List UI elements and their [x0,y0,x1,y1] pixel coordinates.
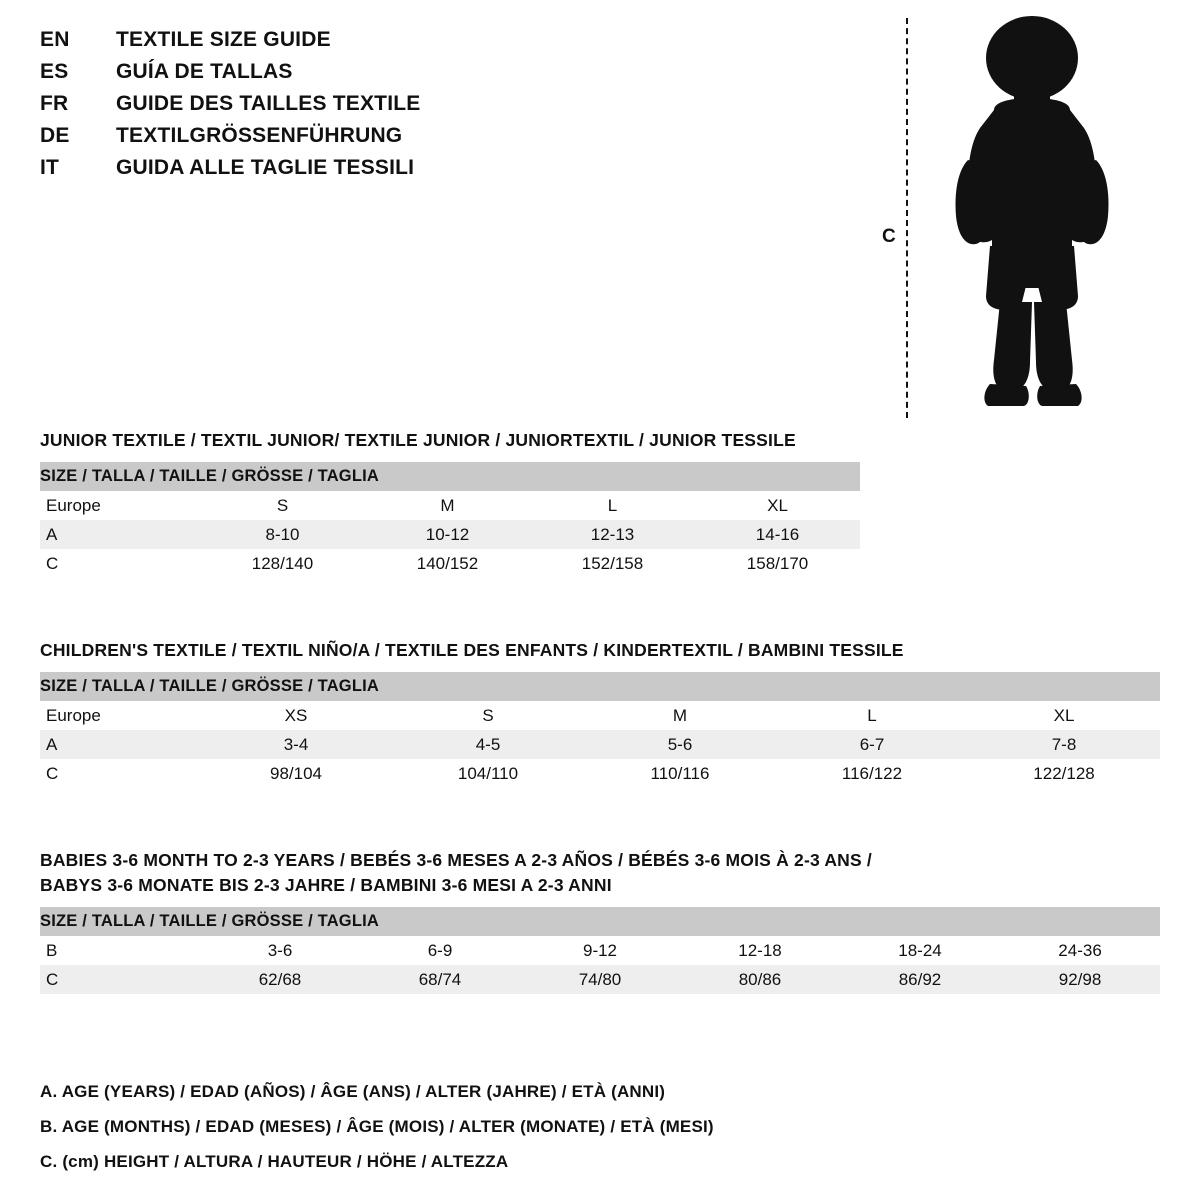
cell-value: 110/116 [584,759,776,788]
row-label: A [40,730,200,759]
junior-table-header: SIZE / TALLA / TAILLE / GRÖSSE / TAGLIA [40,462,860,491]
cell-value: 3-4 [200,730,392,759]
row-label: B [40,936,200,965]
row-label: Europe [40,491,200,520]
cell-value: L [530,491,695,520]
section-junior [40,430,1160,578]
table-row [40,462,860,491]
cell-value: 5-6 [584,730,776,759]
height-measure-label: C [882,226,896,247]
babies-size-table [40,907,1160,994]
language-code-it: IT [40,156,60,179]
row-label: Europe [40,701,200,730]
cell-value: M [584,701,776,730]
babies-table-header: SIZE / TALLA / TAILLE / GRÖSSE / TAGLIA [40,907,1160,936]
table-row [40,701,1160,730]
cell-value: 9-12 [520,936,680,965]
table-row [40,491,860,520]
row-label: C [40,965,200,994]
height-measure-figure [882,10,1142,420]
cell-value: 86/92 [840,965,1000,994]
language-code-en: EN [40,28,70,51]
section-children [40,640,1160,788]
cell-value: 140/152 [365,549,530,578]
cell-value: 104/110 [392,759,584,788]
language-row-fr [40,92,740,124]
cell-value: 152/158 [530,549,695,578]
language-header [40,28,740,188]
children-size-table [40,672,1160,788]
cell-value: 7-8 [968,730,1160,759]
cell-value: 4-5 [392,730,584,759]
table-row [40,965,1160,994]
cell-value: 24-36 [1000,936,1160,965]
section-babies-title [40,850,1160,896]
cell-value: 8-10 [200,520,365,549]
language-code-fr: FR [40,92,69,115]
table-row [40,672,1160,701]
cell-value: XS [200,701,392,730]
legend-line-a: A. AGE (YEARS) / EDAD (AÑOS) / ÂGE (ANS) / ALTER (JAHRE) / ETÀ (ANNI) [40,1082,666,1101]
language-row-es [40,60,740,92]
cell-value: 128/140 [200,549,365,578]
cell-value: S [200,491,365,520]
legend [40,1082,1040,1172]
cell-value: 92/98 [1000,965,1160,994]
language-row-it [40,156,740,188]
table-row [40,759,1160,788]
row-label: C [40,759,200,788]
language-text-es: GUÍA DE TALLAS [116,60,293,83]
cell-value: 12-13 [530,520,695,549]
cell-value: 158/170 [695,549,860,578]
language-text-de: TEXTILGRÖSSENFÜHRUNG [116,124,403,147]
section-children-title: CHILDREN'S TEXTILE / TEXTIL NIÑO/A / TEXTILE DES ENFANTS / KINDERTEXTIL / BAMBINI TESSILE [40,640,904,660]
table-row [40,520,860,549]
section-babies-title-line2: BABYS 3-6 MONATE BIS 2-3 JAHRE / BAMBINI 3-6 MESI A 2-3 ANNI [40,875,612,895]
table-row [40,549,860,578]
cell-value: 98/104 [200,759,392,788]
language-code-es: ES [40,60,69,83]
language-text-fr: GUIDE DES TAILLES TEXTILE [116,92,421,115]
children-table-header: SIZE / TALLA / TAILLE / GRÖSSE / TAGLIA [40,672,1160,701]
junior-size-table [40,462,860,578]
cell-value: 18-24 [840,936,1000,965]
cell-value: 122/128 [968,759,1160,788]
cell-value: 80/86 [680,965,840,994]
section-junior-title: JUNIOR TEXTILE / TEXTIL JUNIOR/ TEXTILE JUNIOR / JUNIORTEXTIL / JUNIOR TESSILE [40,430,796,450]
table-row [40,730,1160,759]
cell-value: 10-12 [365,520,530,549]
table-row [40,907,1160,936]
table-row [40,936,1160,965]
row-label: A [40,520,200,549]
cell-value: XL [968,701,1160,730]
child-silhouette-icon [932,10,1132,420]
legend-line-b: B. AGE (MONTHS) / EDAD (MESES) / ÂGE (MOIS) / ALTER (MONATE) / ETÀ (MESI) [40,1117,714,1136]
cell-value: 74/80 [520,965,680,994]
cell-value: M [365,491,530,520]
legend-line-c: C. (cm) HEIGHT / ALTURA / HAUTEUR / HÖHE / ALTEZZA [40,1152,509,1171]
language-code-de: DE [40,124,70,147]
section-babies [40,850,1160,994]
height-dashed-line [906,18,908,418]
cell-value: 116/122 [776,759,968,788]
language-text-it: GUIDA ALLE TAGLIE TESSILI [116,156,415,179]
cell-value: 68/74 [360,965,520,994]
cell-value: 6-7 [776,730,968,759]
row-label: C [40,549,200,578]
language-row-en [40,28,740,60]
cell-value: 6-9 [360,936,520,965]
language-row-de [40,124,740,156]
cell-value: XL [695,491,860,520]
cell-value: 62/68 [200,965,360,994]
section-babies-title-line1: BABIES 3-6 MONTH TO 2-3 YEARS / BEBÉS 3-6 MESES A 2-3 AÑOS / BÉBÉS 3-6 MOIS À 2-3 ANS / [40,850,872,870]
cell-value: 12-18 [680,936,840,965]
cell-value: L [776,701,968,730]
cell-value: 3-6 [200,936,360,965]
cell-value: S [392,701,584,730]
cell-value: 14-16 [695,520,860,549]
language-text-en: TEXTILE SIZE GUIDE [116,28,331,51]
